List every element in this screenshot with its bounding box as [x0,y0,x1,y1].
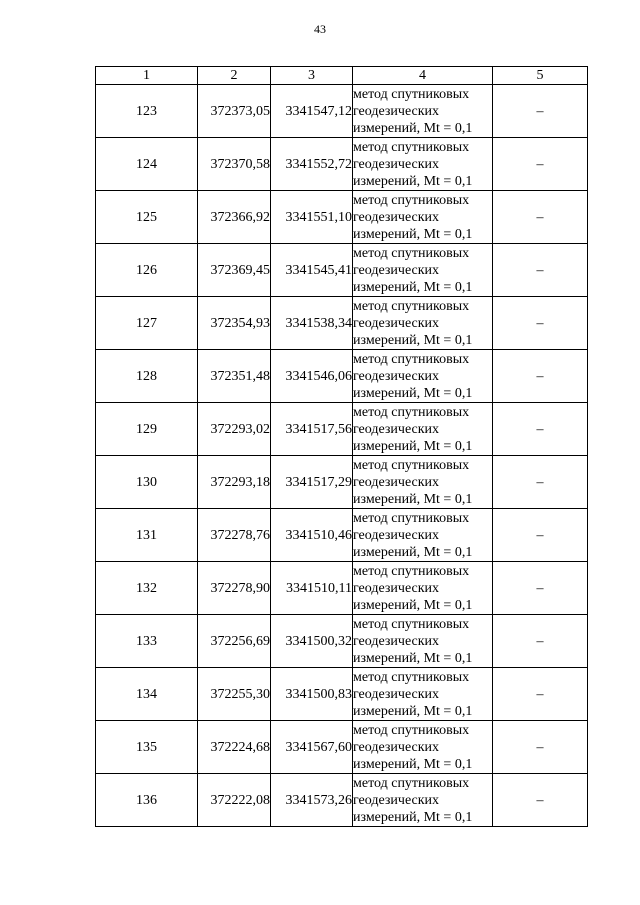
method-line: геодезических [353,315,440,331]
method-line: измерений, Mt = 0,1 [353,597,473,613]
y-coordinate-cell: 3341551,10 [271,191,353,244]
note-cell: – [493,85,588,138]
method-line: метод спутниковых [353,192,470,208]
method-line: измерений, Mt = 0,1 [353,650,473,666]
point-number-cell: 130 [96,456,198,509]
method-line: геодезических [353,739,440,755]
table-row [96,297,588,350]
x-coordinate-cell: 372354,93 [198,297,271,350]
point-number-cell: 133 [96,615,198,668]
method-line: измерений, Mt = 0,1 [353,544,473,560]
method-cell [353,244,493,297]
method-line: метод спутниковых [353,245,470,261]
point-number-cell: 123 [96,85,198,138]
method-line: геодезических [353,686,440,702]
x-coordinate-cell: 372373,05 [198,85,271,138]
method-cell [353,774,493,827]
y-coordinate-cell: 3341517,29 [271,456,353,509]
method-line: измерений, Mt = 0,1 [353,491,473,507]
method-line: метод спутниковых [353,563,470,579]
method-line: измерений, Mt = 0,1 [353,809,473,825]
point-number-cell: 125 [96,191,198,244]
point-number-cell: 126 [96,244,198,297]
x-coordinate-cell: 372256,69 [198,615,271,668]
method-cell [353,562,493,615]
point-number-cell: 131 [96,509,198,562]
method-line: измерений, Mt = 0,1 [353,438,473,454]
point-number-cell: 134 [96,668,198,721]
method-line: геодезических [353,103,440,119]
y-coordinate-cell: 3341538,34 [271,297,353,350]
method-cell [353,509,493,562]
table-row [96,668,588,721]
table-row [96,562,588,615]
header-col-1: 1 [96,67,198,85]
method-cell [353,403,493,456]
method-cell [353,668,493,721]
method-line: геодезических [353,262,440,278]
method-cell [353,85,493,138]
table-row [96,403,588,456]
x-coordinate-cell: 372366,92 [198,191,271,244]
method-line: метод спутниковых [353,457,470,473]
y-coordinate-cell: 3341573,26 [271,774,353,827]
table-row [96,138,588,191]
note-cell: – [493,191,588,244]
method-line: метод спутниковых [353,351,470,367]
method-line: метод спутниковых [353,669,470,685]
method-cell [353,191,493,244]
method-line: геодезических [353,421,440,437]
method-line: геодезических [353,633,440,649]
header-col-3: 3 [271,67,353,85]
x-coordinate-cell: 372369,45 [198,244,271,297]
point-number-cell: 124 [96,138,198,191]
method-line: измерений, Mt = 0,1 [353,173,473,189]
note-cell: – [493,138,588,191]
table-row [96,721,588,774]
method-line: геодезических [353,368,440,384]
y-coordinate-cell: 3341510,11 [271,562,353,615]
y-coordinate-cell: 3341500,83 [271,668,353,721]
note-cell: – [493,774,588,827]
header-col-2: 2 [198,67,271,85]
table-row [96,191,588,244]
method-line: измерений, Mt = 0,1 [353,703,473,719]
coordinates-table [95,66,588,827]
point-number-cell: 136 [96,774,198,827]
y-coordinate-cell: 3341547,12 [271,85,353,138]
table-row [96,244,588,297]
x-coordinate-cell: 372255,30 [198,668,271,721]
point-number-cell: 132 [96,562,198,615]
method-cell [353,138,493,191]
method-line: геодезических [353,474,440,490]
method-line: геодезических [353,209,440,225]
method-line: геодезических [353,156,440,172]
header-col-4: 4 [353,67,493,85]
method-line: метод спутниковых [353,616,470,632]
note-cell: – [493,509,588,562]
note-cell: – [493,615,588,668]
method-line: геодезических [353,527,440,543]
point-number-cell: 129 [96,403,198,456]
x-coordinate-cell: 372293,02 [198,403,271,456]
method-line: метод спутниковых [353,404,470,420]
note-cell: – [493,350,588,403]
x-coordinate-cell: 372351,48 [198,350,271,403]
method-cell [353,615,493,668]
y-coordinate-cell: 3341517,56 [271,403,353,456]
method-line: измерений, Mt = 0,1 [353,332,473,348]
method-line: метод спутниковых [353,775,470,791]
method-line: метод спутниковых [353,139,470,155]
table-row [96,350,588,403]
method-cell [353,456,493,509]
table-row [96,509,588,562]
note-cell: – [493,456,588,509]
method-line: метод спутниковых [353,722,470,738]
method-line: измерений, Mt = 0,1 [353,756,473,772]
method-line: измерений, Mt = 0,1 [353,385,473,401]
note-cell: – [493,668,588,721]
table-row [96,456,588,509]
method-line: геодезических [353,792,440,808]
method-line: измерений, Mt = 0,1 [353,279,473,295]
note-cell: – [493,562,588,615]
page-number: 43 [314,22,326,36]
table-row [96,615,588,668]
note-cell: – [493,297,588,350]
method-line: метод спутниковых [353,298,470,314]
method-line: измерений, Mt = 0,1 [353,120,473,136]
x-coordinate-cell: 372278,90 [198,562,271,615]
method-line: метод спутниковых [353,86,470,102]
method-line: измерений, Mt = 0,1 [353,226,473,242]
y-coordinate-cell: 3341510,46 [271,509,353,562]
x-coordinate-cell: 372293,18 [198,456,271,509]
point-number-cell: 135 [96,721,198,774]
x-coordinate-cell: 372278,76 [198,509,271,562]
x-coordinate-cell: 372224,68 [198,721,271,774]
table-row [96,774,588,827]
note-cell: – [493,244,588,297]
method-cell [353,721,493,774]
y-coordinate-cell: 3341567,60 [271,721,353,774]
note-cell: – [493,403,588,456]
x-coordinate-cell: 372370,58 [198,138,271,191]
method-cell [353,350,493,403]
x-coordinate-cell: 372222,08 [198,774,271,827]
header-col-5: 5 [493,67,588,85]
point-number-cell: 128 [96,350,198,403]
note-cell: – [493,721,588,774]
method-line: метод спутниковых [353,510,470,526]
y-coordinate-cell: 3341500,32 [271,615,353,668]
table-row [96,85,588,138]
y-coordinate-cell: 3341552,72 [271,138,353,191]
header-row [96,67,588,85]
method-line: геодезических [353,580,440,596]
point-number-cell: 127 [96,297,198,350]
method-cell [353,297,493,350]
y-coordinate-cell: 3341546,06 [271,350,353,403]
y-coordinate-cell: 3341545,41 [271,244,353,297]
